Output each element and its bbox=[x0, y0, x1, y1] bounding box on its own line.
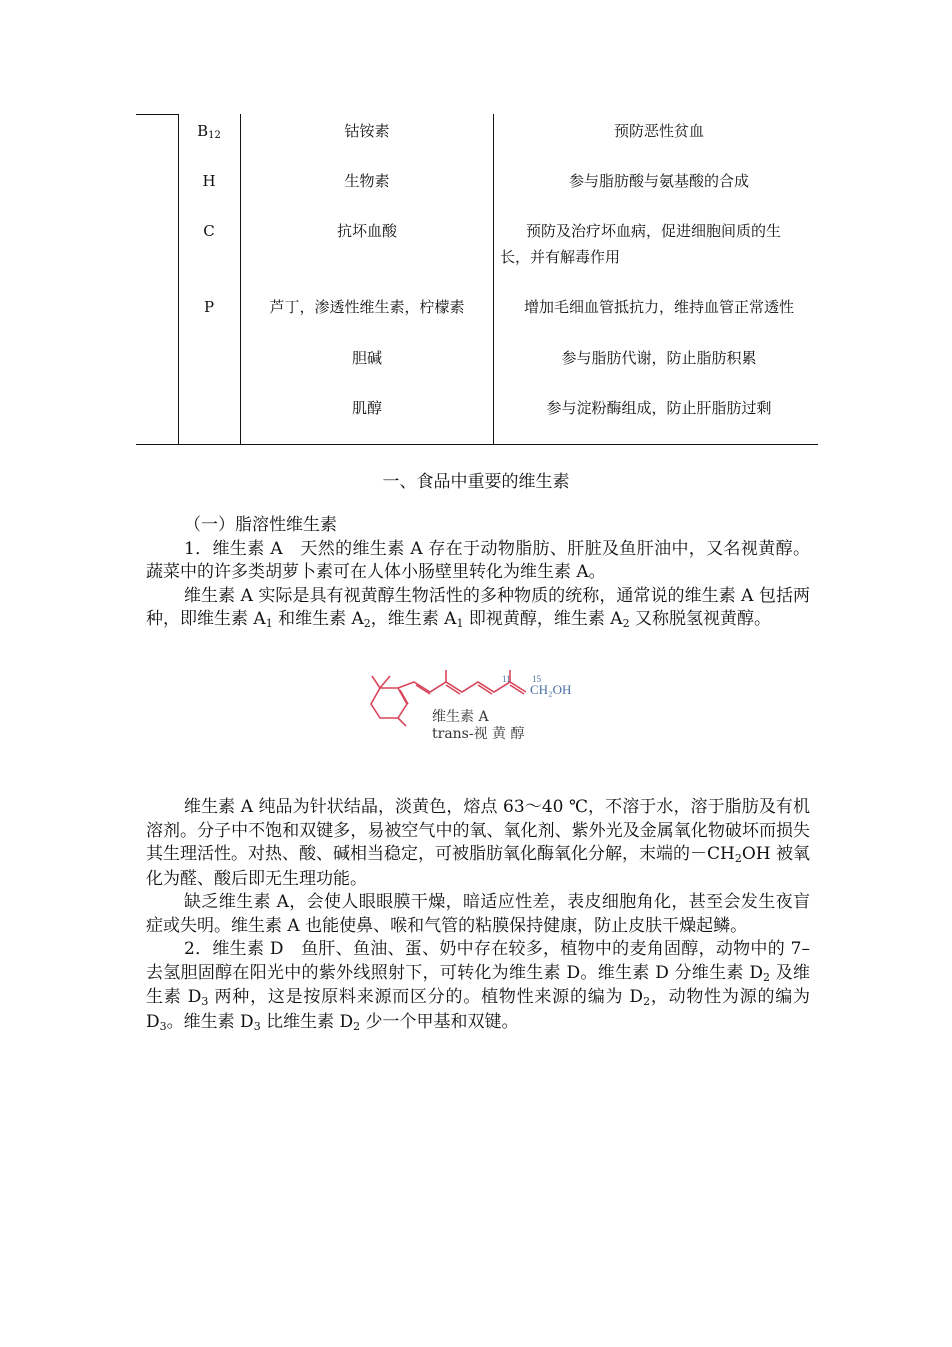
table-cell-name: 抗坏血酸 bbox=[336, 222, 397, 240]
table-cell-code: P bbox=[203, 298, 215, 316]
table-cell-name: 肌醇 bbox=[351, 399, 382, 417]
table-col-divider bbox=[178, 114, 179, 445]
paragraph-vitamin-a-intro: 1．维生素 A 天然的维生素 A 存在于动物脂肪、肝脏及鱼肝油中，又名视黄醇。蔬菜中的许多类胡萝卜素可在人体小肠壁里转化为维生素 A。 bbox=[146, 538, 810, 582]
table-col-divider bbox=[493, 114, 494, 445]
table-cell-function: 预防恶性贫血 bbox=[613, 122, 704, 140]
carbon-number-15: 15 bbox=[532, 674, 541, 684]
table-cell-name: 芦丁，渗透性维生素，柠檬素 bbox=[269, 298, 465, 316]
paragraph-vitamin-a-properties: 维生素 A 纯品为针状结晶，淡黄色，熔点 63～40 ℃，不溶于水，溶于脂肪及有机溶剂。分子中不饱和双键多，易被空气中的氧、氧化剂、紫外光及金属氧化物破坏而损失其生理活性。对热、酸、碱相当稳定，可被脂肪氧化酶氧化分解，末端的－CH2OH 被氧化为醛、酸后即无生理功能。 bbox=[146, 797, 811, 889]
table-cell-code: C bbox=[203, 222, 215, 240]
figure-caption-trans: trans-视 黄 醇 bbox=[432, 726, 525, 742]
carbon-number-11: 11 bbox=[502, 674, 511, 684]
table-bottom-rule bbox=[136, 444, 818, 445]
table-cell-function: 参与脂肪酸与氨基酸的合成 bbox=[568, 172, 749, 190]
section-title: 一、食品中重要的维生素 bbox=[382, 472, 570, 492]
table-cell-function: 参与脂肪代谢，防止脂肪积累 bbox=[561, 349, 757, 367]
table-cell-name: 胆碱 bbox=[351, 349, 382, 367]
vitamin-table bbox=[136, 114, 818, 445]
table-cell-function: 增加毛细血管抵抗力，维持血管正常透性 bbox=[523, 298, 794, 316]
table-cell-function: 参与淀粉酶组成，防止肝脂肪过剩 bbox=[546, 399, 772, 417]
paragraph-vitamin-d: 2．维生素 D 鱼肝、鱼油、蛋、奶中存在较多，植物中的麦角固醇，动物中的 7–去氢胆固醇在阳光中的紫外线照射下，可转化为维生素 D。维生素 D 分维生素 D2 及维生素 D3 两种，这是按原料来源而区分的。植物性来源的编为 D2，动物性为源的编为 D3。维生素 D3 比维生素 D2 少一个甲基和双键。 bbox=[146, 939, 811, 1033]
table-cell-function: 预防及治疗坏血病，促进细胞间质的生长，并有解毒作用 bbox=[500, 222, 782, 266]
table-cell-name: 生物素 bbox=[344, 172, 390, 190]
hydroxymethyl-group-label: CH₂OH bbox=[530, 682, 572, 697]
subsection-title: （一）脂溶性维生素 bbox=[184, 515, 337, 535]
figure-caption-name: 维生素 A bbox=[432, 709, 489, 725]
text-block-upper bbox=[146, 514, 810, 633]
paragraph-vitamin-a-deficiency: 缺乏维生素 A，会使人眼眼膜干燥，暗适应性差，表皮细胞角化，甚至会发生夜盲症或失明。维生素 A 也能使鼻、喉和气管的粘膜保持健康，防止皮肤干燥起鳞。 bbox=[146, 892, 810, 936]
paragraph-vitamin-a-types: 维生素 A 实际是具有视黄醇生物活性的多种物质的统称，通常说的维生素 A 包括两种，即维生素 A1 和维生素 A2，维生素 A1 即视黄醇，维生素 A2 又称脱氢视黄醇。 bbox=[146, 585, 810, 630]
table-cell-code: H bbox=[202, 172, 216, 190]
table-top-rule bbox=[136, 114, 178, 115]
text-block-lower bbox=[146, 796, 810, 1035]
table-cell-code: B12 bbox=[197, 122, 221, 141]
table-cell-name: 钴铵素 bbox=[344, 122, 390, 140]
